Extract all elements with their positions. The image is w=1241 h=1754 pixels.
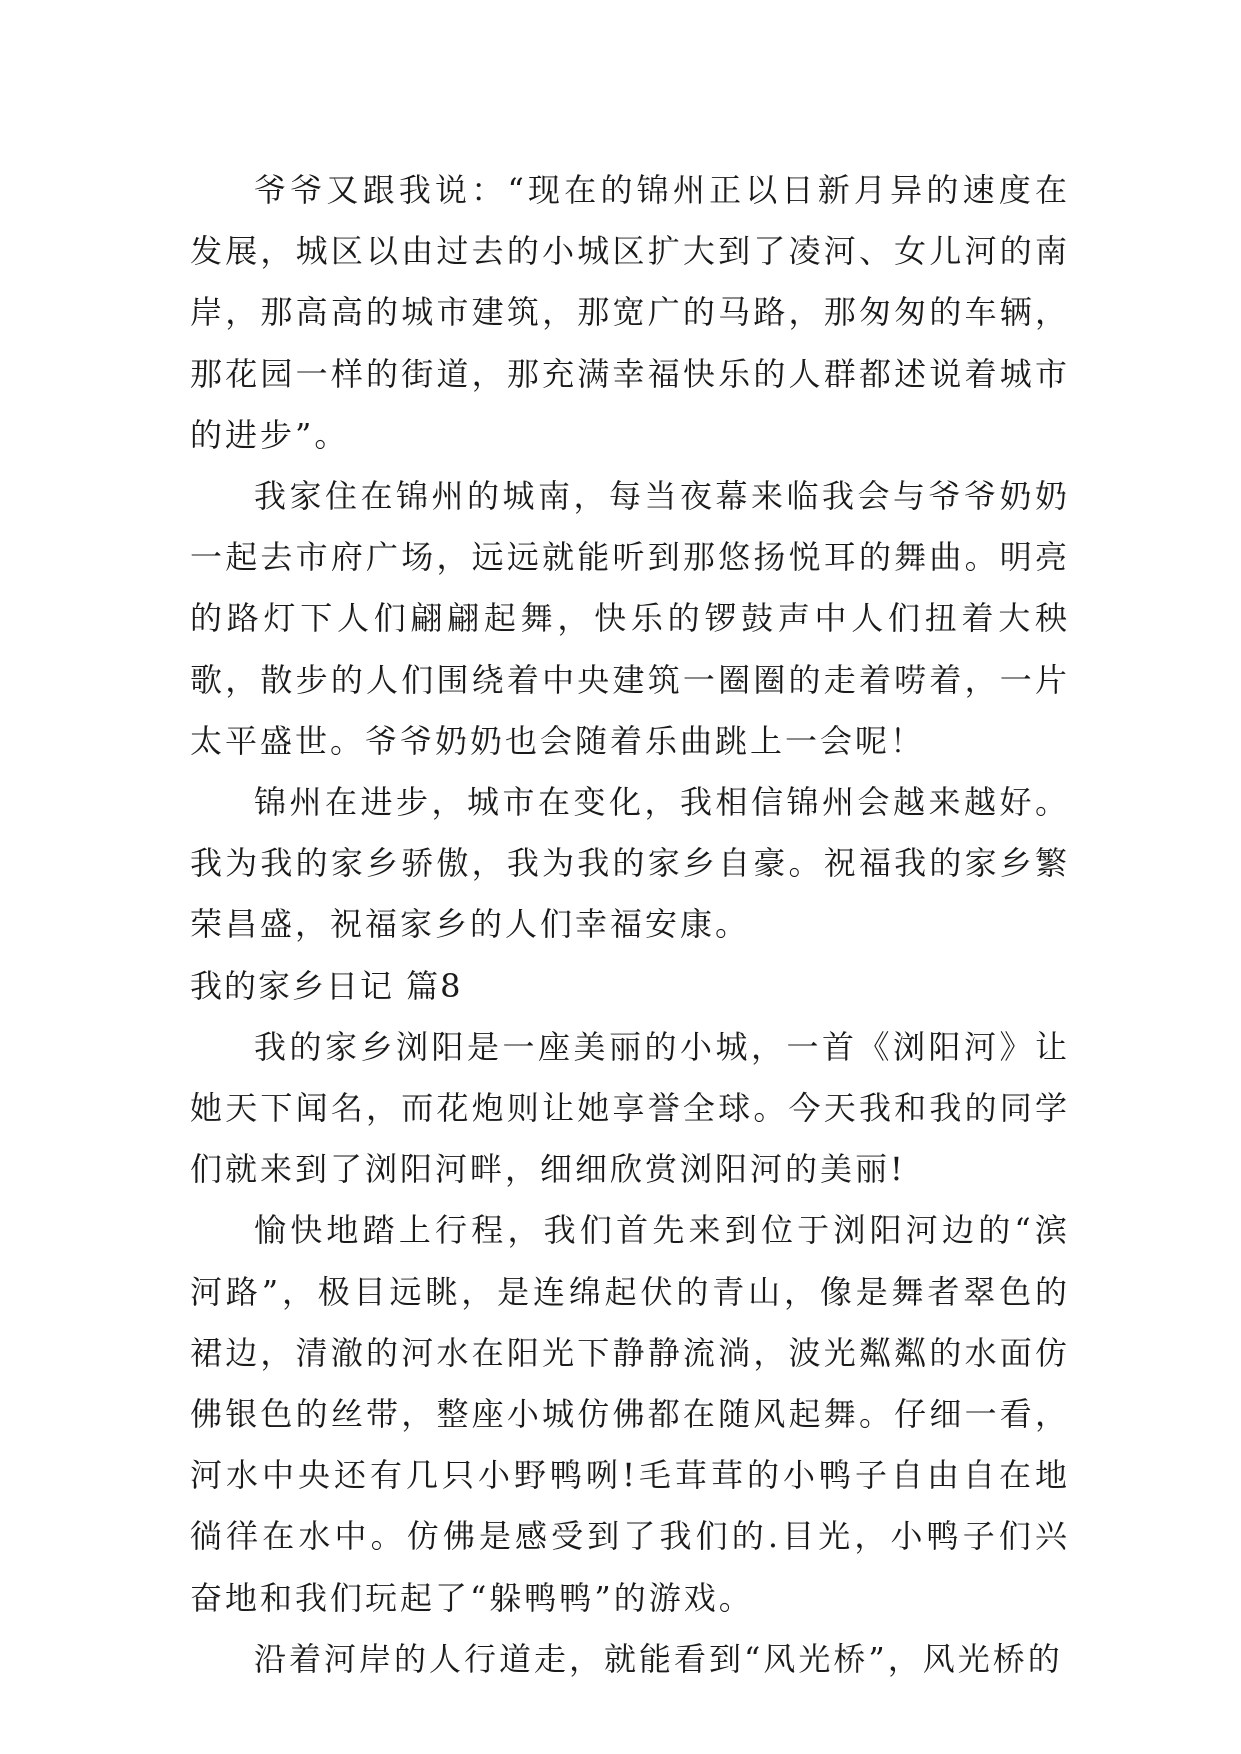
paragraph-riverside-road: 愉快地踏上行程，我们首先来到位于浏阳河边的“滨河路”，极目远眺，是连绵起伏的青山，像是舞者翠色的裙边，清澈的河水在阳光下静静流淌，波光粼粼的水面仿佛银色的丝带，整座小城仿佛都在随风起舞。仔细一看，河水中央还有几只小野鸭咧!毛茸茸的小鸭子自由自在地徜徉在水中。仿佛是感受到了我们的.目光，小鸭子们兴奋地和我们玩起了“躲鸭鸭”的游戏。: [190, 1211, 1070, 1617]
document-body: [190, 160, 1070, 1690]
paragraph-grandpa-speech: 爷爷又跟我说：“现在的锦州正以日新月异的速度在发展，城区以由过去的小城区扩大到了凌河、女儿河的南岸，那高高的城市建筑，那宽广的马路，那匆匆的车辆，那花园一样的街道，那充满幸福快乐的人群都述说着城市的进步”。: [190, 171, 1070, 454]
paragraph-blessing: 锦州在进步，城市在变化，我相信锦州会越来越好。我为我的家乡骄傲，我为我的家乡自豪。祝福我的家乡繁荣昌盛，祝福家乡的人们幸福安康。: [190, 783, 1070, 944]
paragraph-fengguang-bridge: 沿着河岸的人行道走，就能看到“风光桥”，风光桥的: [254, 1639, 1063, 1678]
paragraph-city-square: 我家住在锦州的城南，每当夜幕来临我会与爷爷奶奶一起去市府广场，远远就能听到那悠扬悦耳的舞曲。明亮的路灯下人们翩翩起舞，快乐的锣鼓声中人们扭着大秧歌，散步的人们围绕着中央建筑一圈圈的走着唠着，一片太平盛世。爷爷奶奶也会随着乐曲跳上一会呢！: [190, 477, 1070, 760]
section-heading: 我的家乡日记 篇8: [190, 966, 463, 1005]
paragraph-liuyang-intro: 我的家乡浏阳是一座美丽的小城，一首《浏阳河》让她天下闻名，而花炮则让她享誉全球。今天我和我的同学们就来到了浏阳河畔，细细欣赏浏阳河的美丽!: [190, 1027, 1070, 1189]
